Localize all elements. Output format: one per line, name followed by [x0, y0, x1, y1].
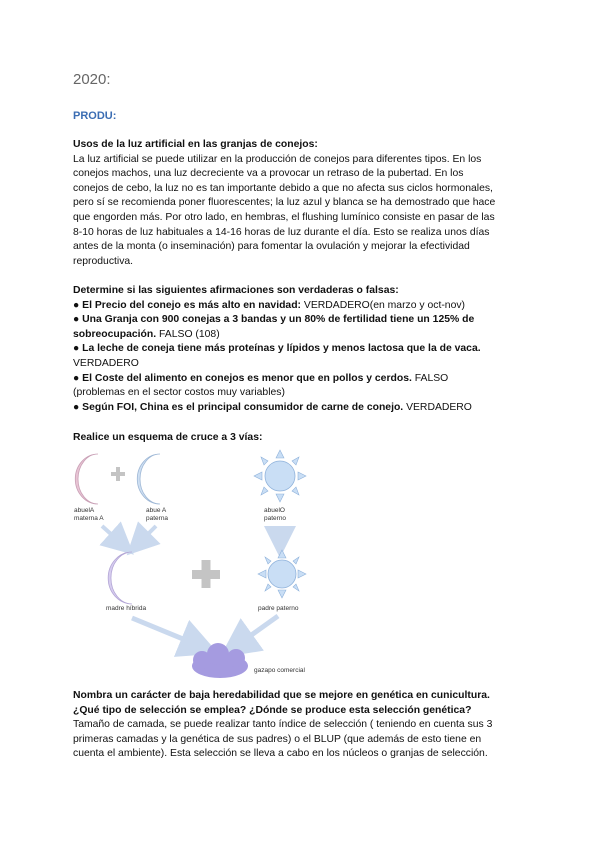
statement-bold: ● Según FOI, China es el principal consumidor de carne de conejo.: [73, 401, 404, 413]
answer-line: conejos de cebo, la luz no es tan importante debido a que no afecta sus ciclos hormonales,: [73, 182, 493, 194]
answer-line: conejos machos, una luz decreciente va a provocar un retraso de la pubertad. En los: [73, 168, 464, 180]
arrow: [132, 618, 200, 646]
label-abuelo-paterno: abuelO: [264, 507, 285, 514]
statement-line: [73, 328, 521, 343]
answer-line: La luz artificial se puede utilizar en la producción de conejos para diferentes tipos. En los: [73, 153, 482, 165]
question-3: [73, 431, 521, 446]
statement-answer: VERDADERO: [403, 401, 472, 413]
statement-answer: VERDADERO(en marzo y oct-nov): [301, 299, 466, 311]
statement-line: [73, 401, 521, 416]
moon-pink-icon: [75, 454, 98, 504]
statement-bold: ● La leche de coneja tiene más proteínas y lípidos y menos lactosa que la de vaca.: [73, 343, 481, 355]
question-2-heading: Determine si las siguientes afirmaciones son verdaderas o falsas:: [73, 285, 399, 296]
statement-line: [73, 372, 521, 387]
statement-bold: ● El Precio del conejo es más alto en navidad:: [73, 299, 302, 311]
statement-line: [73, 386, 521, 401]
statement-line: [73, 342, 521, 357]
label-madre: madre híbrida: [106, 605, 147, 612]
answer-line: primeras camadas y la genética de sus padres) o el BLUP (que además de esto tiene en: [73, 733, 482, 745]
label-padre: padre paterno: [258, 605, 299, 612]
answer-line: pero sí se recomienda poner fluorescentes; la luz azul y blanca se ha demostrado que hace: [73, 197, 496, 209]
label-abuelo-paterno-2: paterno: [264, 515, 287, 522]
arrow: [236, 616, 278, 646]
statement-bold: ● El Coste del alimento en conejos es menor que en pollos y cerdos.: [73, 372, 412, 384]
question-2: [73, 284, 521, 415]
question-4: [73, 689, 521, 762]
year-heading: 2020:: [73, 71, 111, 88]
answer-line: Tamaño de camada, se puede realizar tanto índice de selección ( teniendo en cuenta sus 3: [73, 719, 493, 731]
question-1-heading: Usos de la luz artificial en las granjas de conejos:: [73, 139, 318, 150]
statement-answer: VERDADERO: [73, 357, 139, 369]
arrow: [102, 526, 122, 544]
answer-line: antes de la monta (o inseminación) para fomentar la ovulación y mejorar la efectividad: [73, 241, 470, 253]
question-4-heading: ¿Qué tipo de selección se emplea? ¿Dónde se produce esta selección genética?: [73, 704, 472, 716]
label-abuelo-a: abue A: [146, 507, 167, 514]
plus-icon-small: [111, 467, 125, 481]
moon-blue-icon: [137, 454, 160, 504]
label-abuelo-a-2: paterna: [146, 515, 169, 522]
answer-line: 8-10 horas de luz habituales a 14-16 horas de luz durante el día. Esto se realiza unos días: [73, 226, 490, 238]
statement-line: [73, 357, 521, 372]
question-3-heading: Realice un esquema de cruce a 3 vías:: [73, 432, 263, 443]
section-heading: PRODU:: [73, 110, 117, 122]
moon-lilac-icon: [108, 552, 132, 604]
question-4-heading: Nombra un carácter de baja heredabilidad que se mejore en genética en cunicultura.: [73, 690, 490, 701]
cloud-icon: [192, 643, 248, 678]
statement-answer: FALSO: [411, 372, 449, 384]
question-1: [73, 138, 521, 269]
statement-line: [73, 299, 521, 314]
arrow: [138, 526, 156, 544]
sun-icon-top: [254, 450, 306, 502]
plus-icon-large: [192, 560, 220, 588]
label-abuela-a-2: materna A: [74, 515, 104, 522]
statement-line: [73, 313, 521, 328]
label-gazapo: gazapo comercial: [254, 667, 305, 674]
crossbreeding-diagram: [60, 446, 340, 686]
answer-line: cuenta el ambiente). Esta selección se lleva a cabo en los núcleos o granjas de selección.: [73, 748, 488, 760]
answer-line: reproductiva.: [73, 255, 134, 267]
statement-bold: ● Una Granja con 900 conejas a 3 bandas y un 80% de fertilidad tiene un 125% de: [73, 314, 475, 326]
statement-bold: sobreocupación.: [73, 328, 157, 340]
answer-line: que engorden más. Por otro lado, en hembras, el flushing lumínico consiste en pasar de las: [73, 211, 495, 223]
label-abuela-a: abuelA: [74, 507, 95, 514]
statement-answer: (problemas en el sector costos muy variables): [73, 387, 285, 399]
sun-icon-bottom: [258, 550, 306, 598]
statement-answer: FALSO (108): [156, 328, 220, 340]
